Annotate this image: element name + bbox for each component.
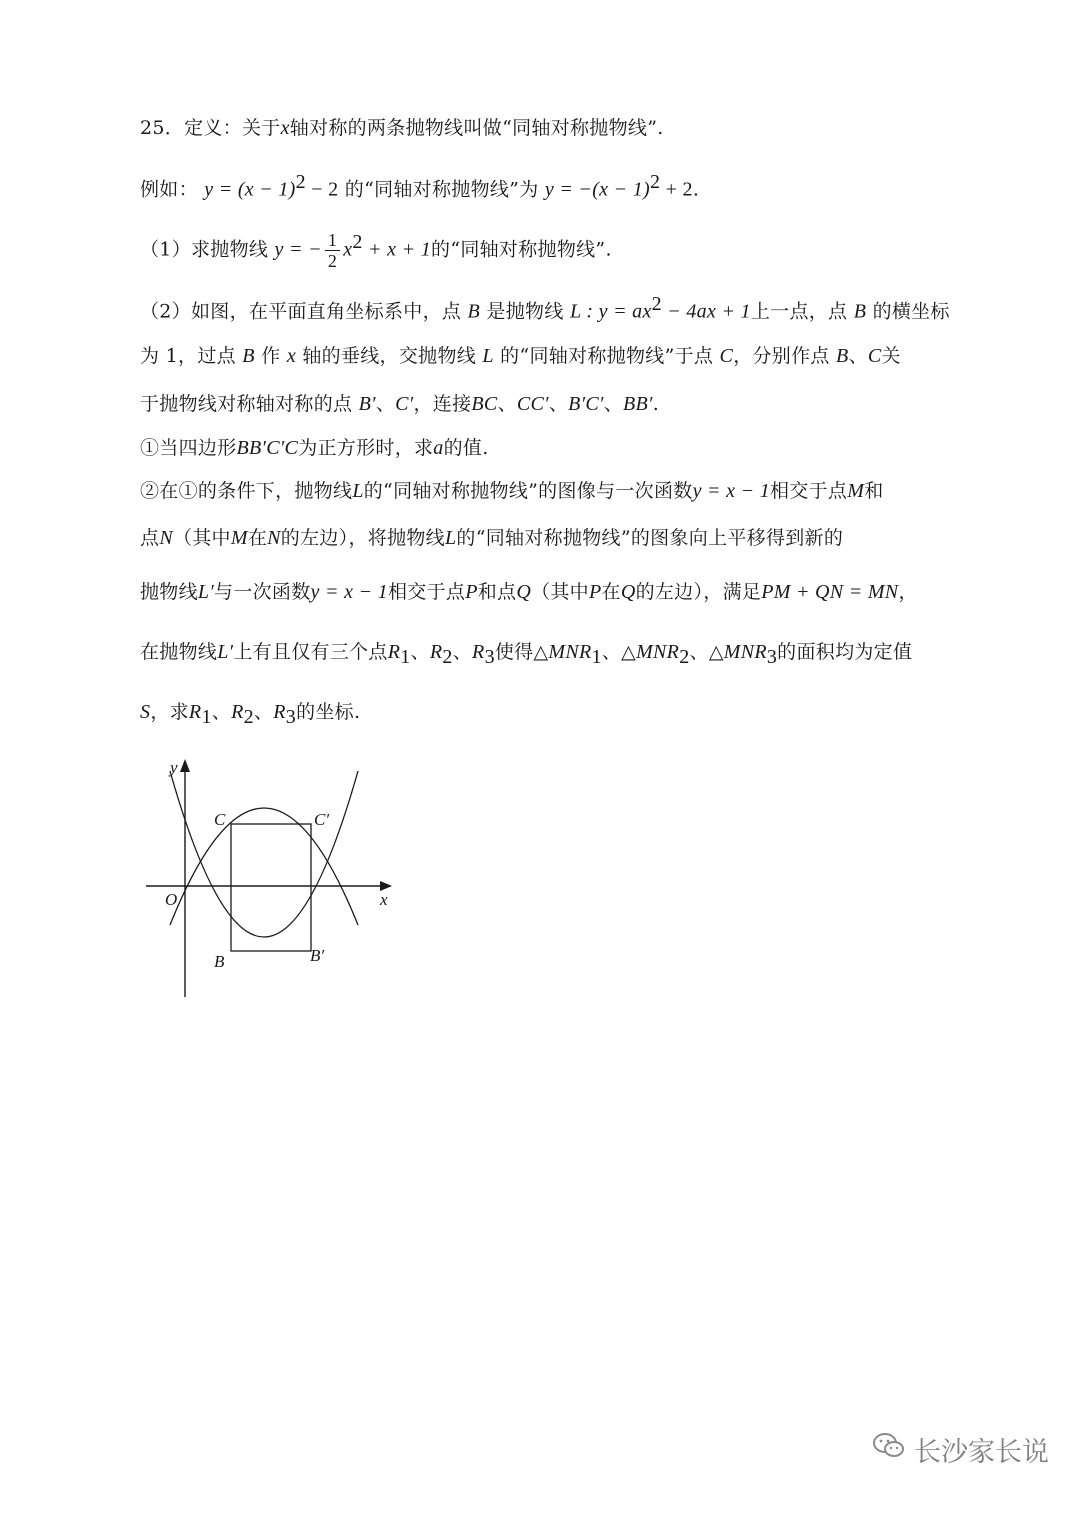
question-1-line: ①当四边形BB′C′C为正方形时，求a的值.	[140, 437, 489, 459]
part1-line: （1）求抛物线 y = − $\frac{1}{2}$ $x^2 + x + 1$的“同轴对称抛物线”.	[140, 229, 612, 271]
question-2-line-2: 点N（其中M在N的左边），将抛物线L的“同轴对称抛物线”的图象向上平移得到新的	[140, 527, 844, 549]
square-BBpCpC	[231, 824, 311, 951]
part2-line-3: 于抛物线对称轴对称的点 B′、C′，连接BC、CC′、B′C′、BB′.	[140, 393, 660, 415]
question-2-line-3: 抛物线L′与一次函数y = x − 1相交于点P和点Q（其中P在Q的左边），满足PM + QN = MN，	[140, 581, 918, 603]
label-Bp: B′	[310, 946, 325, 965]
watermark	[872, 1430, 1049, 1469]
label-x: x	[380, 890, 388, 909]
question-2-line-1: ②在①的条件下，抛物线L的“同轴对称抛物线”的图像与一次函数y = x − 1相交于点M和	[140, 480, 884, 502]
question-2-line-4: 在抛物线L′上有且仅有三个点$R_1$、$R_2$、$R_3$使得$\triangle MNR_1$、$\triangle MNR_2$、$\triangle MNR_3$的面积均为定值	[140, 641, 913, 668]
parabola-L	[170, 771, 358, 937]
label-Cp: C′	[314, 810, 330, 829]
y-axis-arrow	[180, 759, 190, 772]
parabola-symmetric	[170, 808, 358, 925]
label-B: B	[214, 952, 225, 971]
definition-line: 25．定义：关于x轴对称的两条抛物线叫做“同轴对称抛物线”.	[140, 117, 664, 139]
label-O: O	[165, 890, 178, 909]
watermark-text: 长沙家长说	[914, 1437, 1049, 1468]
part2-line-2: 为 1，过点 B 作 x 轴的垂线，交抛物线 L 的“同轴对称抛物线”于点 C，分别作点 B、C关	[140, 345, 901, 367]
problem-number: 25．	[140, 117, 185, 139]
label-C: C	[214, 810, 226, 829]
part2-line-1: （2）如图，在平面直角坐标系中，点 B 是抛物线 L : $y = ax^2 - 4ax + 1$上一点，点 B 的横坐标	[140, 293, 950, 323]
coordinate-figure	[140, 755, 400, 1009]
example-line: 例如： $y = (x - 1)^2 - 2$ 的“同轴对称抛物线”为 $y = -(x - 1)^2 + 2$.	[140, 171, 700, 201]
label-y: y	[170, 758, 178, 777]
question-2-line-5: S，求$R_1$、$R_2$、$R_3$的坐标.	[140, 701, 361, 728]
fraction-one-half: $\frac{1}{2}$	[325, 230, 340, 271]
figure-svg	[140, 755, 400, 1005]
wechat-icon	[872, 1431, 906, 1468]
